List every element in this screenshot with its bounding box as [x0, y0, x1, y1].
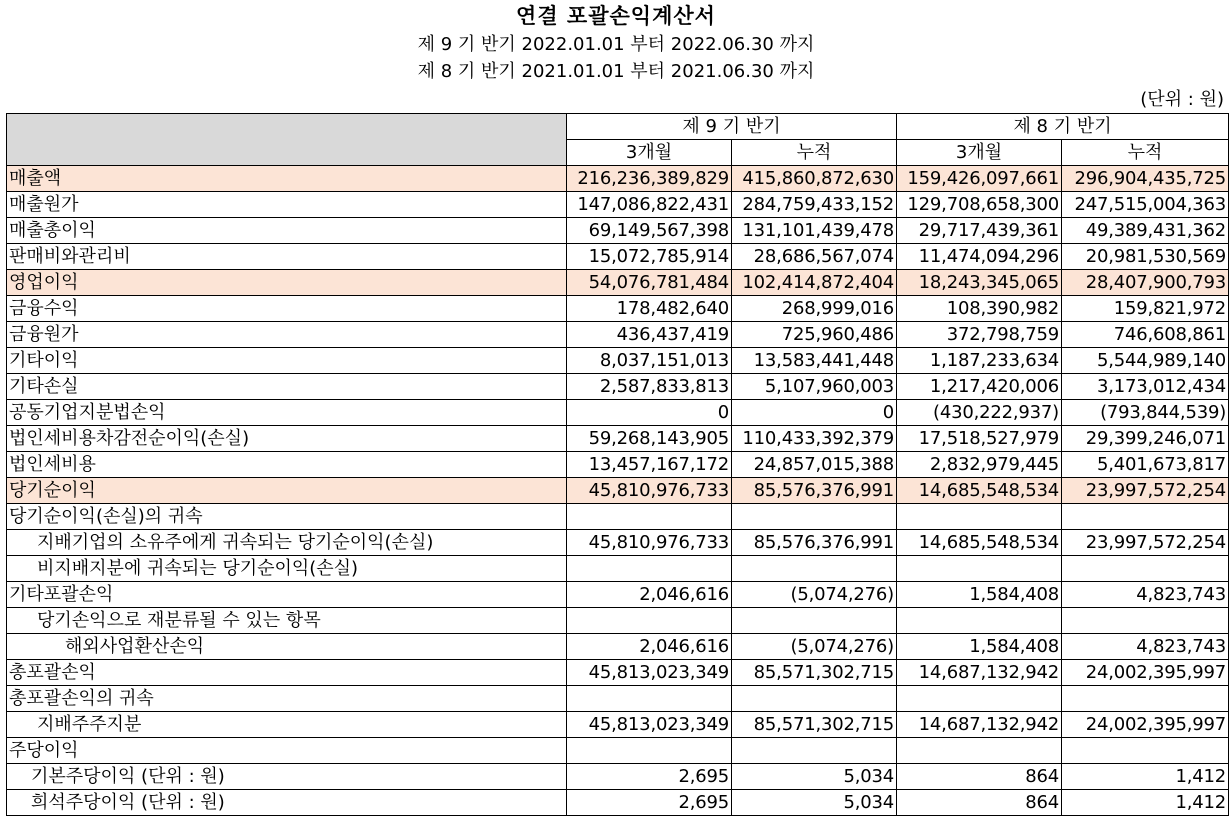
row-label: 기본주당이익 (단위 : 원)	[7, 764, 567, 790]
row-value: 85,576,376,991	[732, 478, 897, 504]
header-row-groups	[7, 114, 1229, 140]
row-value: 14,687,132,942	[897, 660, 1062, 686]
row-label: 지배주주지분	[7, 712, 567, 738]
row-value	[732, 738, 897, 764]
row-value: 372,798,759	[897, 322, 1062, 348]
row-value: 13,583,441,448	[732, 348, 897, 374]
row-label: 기타이익	[7, 348, 567, 374]
row-label: 희석주당이익 (단위 : 원)	[7, 790, 567, 816]
row-value	[567, 556, 732, 582]
row-value: 69,149,567,398	[567, 218, 732, 244]
row-value: 1,217,420,006	[897, 374, 1062, 400]
row-value: 13,457,167,172	[567, 452, 732, 478]
row-value	[567, 738, 732, 764]
row-value: 8,037,151,013	[567, 348, 732, 374]
row-value: 28,686,567,074	[732, 244, 897, 270]
row-value: 0	[567, 400, 732, 426]
row-value: 2,046,616	[567, 582, 732, 608]
table-row	[7, 530, 1229, 556]
row-value: 3,173,012,434	[1062, 374, 1229, 400]
row-label: 금융수익	[7, 296, 567, 322]
row-value: 864	[897, 790, 1062, 816]
table-row	[7, 166, 1229, 192]
table-row	[7, 244, 1229, 270]
row-value: 2,587,833,813	[567, 374, 732, 400]
table-row	[7, 790, 1229, 816]
row-value: 2,832,979,445	[897, 452, 1062, 478]
row-value: 23,997,572,254	[1062, 478, 1229, 504]
row-value	[1062, 686, 1229, 712]
table-row	[7, 478, 1229, 504]
row-label: 법인세비용	[7, 452, 567, 478]
row-value: 131,101,439,478	[732, 218, 897, 244]
row-value	[897, 556, 1062, 582]
row-label: 비지배지분에 귀속되는 당기순이익(손실)	[7, 556, 567, 582]
row-value: 415,860,872,630	[732, 166, 897, 192]
row-value	[567, 686, 732, 712]
row-value: 216,236,389,829	[567, 166, 732, 192]
row-label: 해외사업환산손익	[7, 634, 567, 660]
row-value: 2,695	[567, 790, 732, 816]
header-current-period: 제 9 기 반기	[567, 114, 897, 140]
row-value: 14,685,548,534	[897, 478, 1062, 504]
table-row	[7, 426, 1229, 452]
period-prior: 제 8 기 반기 2021.01.01 부터 2021.06.30 까지	[417, 61, 815, 82]
row-value: 28,407,900,793	[1062, 270, 1229, 296]
row-value: (430,222,937)	[897, 400, 1062, 426]
row-value: 45,813,023,349	[567, 660, 732, 686]
row-label: 금융원가	[7, 322, 567, 348]
table-row	[7, 400, 1229, 426]
row-value: 24,002,395,997	[1062, 660, 1229, 686]
row-label: 판매비와관리비	[7, 244, 567, 270]
row-value: 85,576,376,991	[732, 530, 897, 556]
row-value: 45,810,976,733	[567, 478, 732, 504]
row-value: 5,107,960,003	[732, 374, 897, 400]
row-value: 108,390,982	[897, 296, 1062, 322]
row-value: (793,844,539)	[1062, 400, 1229, 426]
row-label: 법인세비용차감전순이익(손실)	[7, 426, 567, 452]
row-value: 725,960,486	[732, 322, 897, 348]
row-value: 29,399,246,071	[1062, 426, 1229, 452]
row-value: 18,243,345,065	[897, 270, 1062, 296]
row-value: 5,034	[732, 764, 897, 790]
row-value	[897, 686, 1062, 712]
row-value: 1,412	[1062, 790, 1229, 816]
table-row	[7, 270, 1229, 296]
table-row	[7, 322, 1229, 348]
header-prior-cumulative: 누적	[1062, 140, 1229, 166]
row-value: 4,823,743	[1062, 634, 1229, 660]
header-current-3month: 3개월	[567, 140, 732, 166]
table-row	[7, 608, 1229, 634]
row-value: 247,515,004,363	[1062, 192, 1229, 218]
row-value: 4,823,743	[1062, 582, 1229, 608]
row-value	[732, 608, 897, 634]
row-value	[567, 608, 732, 634]
row-value: (5,074,276)	[732, 634, 897, 660]
row-label: 공동기업지분법손익	[7, 400, 567, 426]
row-value: 45,813,023,349	[567, 712, 732, 738]
row-label: 기타포괄손익	[7, 582, 567, 608]
row-value: 45,810,976,733	[567, 530, 732, 556]
row-value: 17,518,527,979	[897, 426, 1062, 452]
row-value	[732, 504, 897, 530]
unit-label: (단위 : 원)	[1140, 89, 1224, 110]
row-value: 54,076,781,484	[567, 270, 732, 296]
row-label: 기타손실	[7, 374, 567, 400]
row-value	[897, 504, 1062, 530]
table-row	[7, 634, 1229, 660]
row-value	[1062, 504, 1229, 530]
row-label: 매출액	[7, 166, 567, 192]
row-value: 864	[897, 764, 1062, 790]
row-label: 지배기업의 소유주에게 귀속되는 당기순이익(손실)	[7, 530, 567, 556]
row-value	[897, 738, 1062, 764]
income-statement-table	[6, 113, 1229, 816]
table-row	[7, 738, 1229, 764]
row-value: 1,584,408	[897, 634, 1062, 660]
table-row	[7, 582, 1229, 608]
row-value: 2,695	[567, 764, 732, 790]
row-value: 1,187,233,634	[897, 348, 1062, 374]
row-value	[567, 504, 732, 530]
row-label: 총포괄손익의 귀속	[7, 686, 567, 712]
row-value: 14,687,132,942	[897, 712, 1062, 738]
table-body	[7, 166, 1229, 816]
row-value	[897, 608, 1062, 634]
table-row	[7, 348, 1229, 374]
table-row	[7, 712, 1229, 738]
row-label: 영업이익	[7, 270, 567, 296]
period-current: 제 9 기 반기 2022.01.01 부터 2022.06.30 까지	[417, 34, 815, 55]
row-value: 14,685,548,534	[897, 530, 1062, 556]
row-value	[732, 556, 897, 582]
row-value: 5,544,989,140	[1062, 348, 1229, 374]
row-value	[1062, 738, 1229, 764]
row-value: (5,074,276)	[732, 582, 897, 608]
row-value: 59,268,143,905	[567, 426, 732, 452]
table-row	[7, 764, 1229, 790]
row-label: 당기순이익(손실)의 귀속	[7, 504, 567, 530]
header-current-cumulative: 누적	[732, 140, 897, 166]
row-value: 159,821,972	[1062, 296, 1229, 322]
header-blank-cell	[7, 114, 567, 166]
row-value: 85,571,302,715	[732, 712, 897, 738]
row-label: 총포괄손익	[7, 660, 567, 686]
row-value: 178,482,640	[567, 296, 732, 322]
row-value: 85,571,302,715	[732, 660, 897, 686]
row-value: 284,759,433,152	[732, 192, 897, 218]
row-value: 5,034	[732, 790, 897, 816]
row-value: 29,717,439,361	[897, 218, 1062, 244]
row-value: 23,997,572,254	[1062, 530, 1229, 556]
row-value: 2,046,616	[567, 634, 732, 660]
row-value: 1,584,408	[897, 582, 1062, 608]
row-value: 1,412	[1062, 764, 1229, 790]
table-row	[7, 686, 1229, 712]
header-prior-3month: 3개월	[897, 140, 1062, 166]
row-value: 268,999,016	[732, 296, 897, 322]
table-row	[7, 504, 1229, 530]
statement-title: 연결 포괄손익계산서	[516, 4, 716, 28]
row-value: 296,904,435,725	[1062, 166, 1229, 192]
row-label: 당기손익으로 재분류될 수 있는 항목	[7, 608, 567, 634]
table-row	[7, 374, 1229, 400]
row-label: 매출원가	[7, 192, 567, 218]
header-prior-period: 제 8 기 반기	[897, 114, 1229, 140]
row-value: 24,857,015,388	[732, 452, 897, 478]
row-value	[732, 686, 897, 712]
row-value: 5,401,673,817	[1062, 452, 1229, 478]
row-value: 102,414,872,404	[732, 270, 897, 296]
row-value: 746,608,861	[1062, 322, 1229, 348]
row-label: 매출총이익	[7, 218, 567, 244]
row-value: 15,072,785,914	[567, 244, 732, 270]
table-row	[7, 452, 1229, 478]
table-row	[7, 660, 1229, 686]
row-value: 110,433,392,379	[732, 426, 897, 452]
table-row	[7, 218, 1229, 244]
row-value: 129,708,658,300	[897, 192, 1062, 218]
row-value: 20,981,530,569	[1062, 244, 1229, 270]
row-label: 주당이익	[7, 738, 567, 764]
row-value: 436,437,419	[567, 322, 732, 348]
row-value	[1062, 608, 1229, 634]
row-value: 24,002,395,997	[1062, 712, 1229, 738]
row-value	[1062, 556, 1229, 582]
row-value: 49,389,431,362	[1062, 218, 1229, 244]
table-row	[7, 556, 1229, 582]
table-row	[7, 192, 1229, 218]
row-value: 0	[732, 400, 897, 426]
row-value: 159,426,097,661	[897, 166, 1062, 192]
row-value: 147,086,822,431	[567, 192, 732, 218]
row-label: 당기순이익	[7, 478, 567, 504]
row-value: 11,474,094,296	[897, 244, 1062, 270]
table-row	[7, 296, 1229, 322]
